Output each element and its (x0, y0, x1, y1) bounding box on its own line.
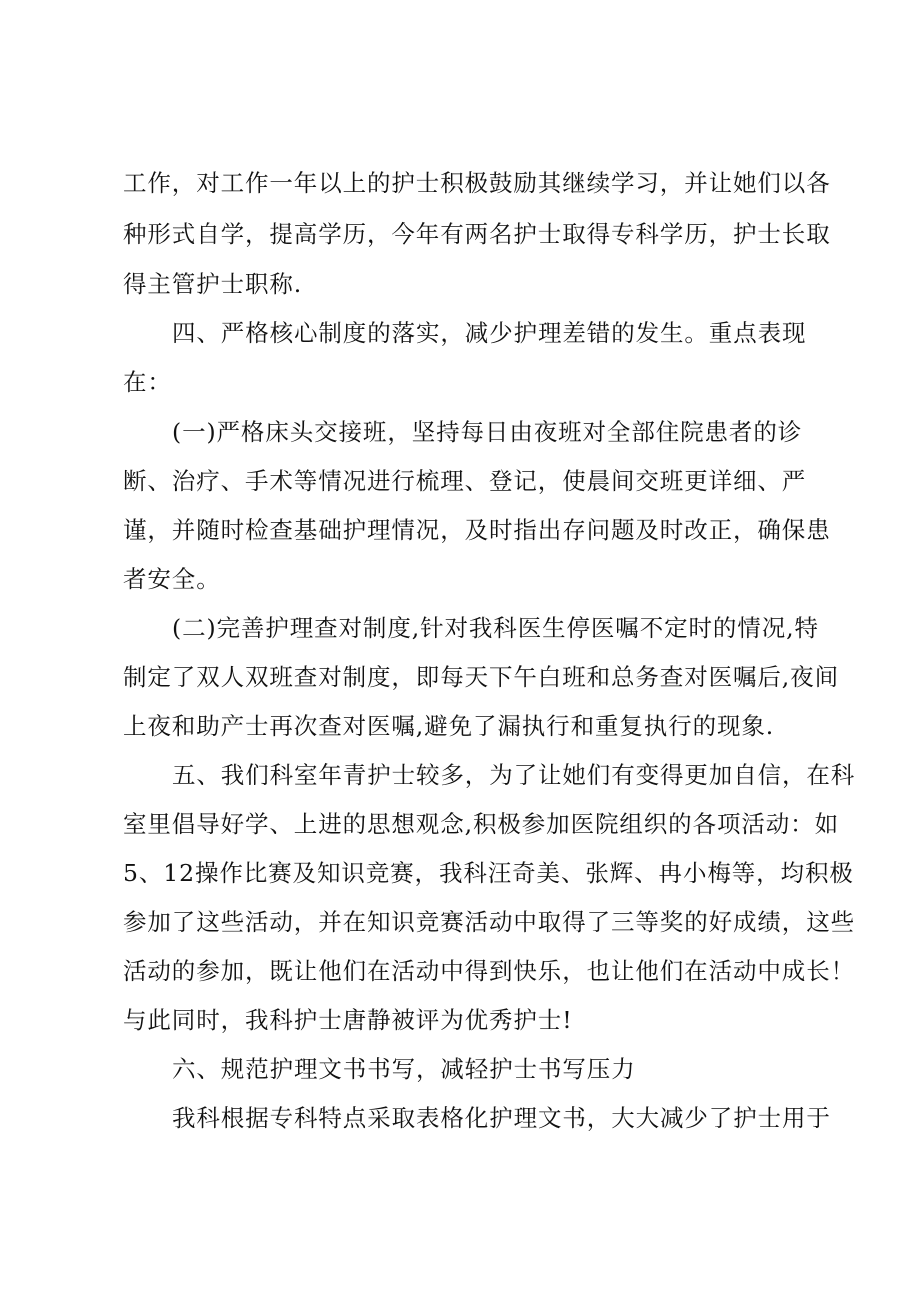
paragraph-line: 得主管护士职称. (123, 270, 303, 298)
paragraph-line: 者安全。 (123, 565, 221, 593)
section-heading-5: 五、我们科室年青护士较多，为了让她们有变得更加自信，在科 (172, 761, 856, 789)
subsection-2-line: (二)完善护理查对制度,针对我科医生停医嘱不定时的情况,特 (172, 614, 819, 642)
subsection-1-line: (一)严格床头交接班，坚持每日由夜班对全部住院患者的诊 (172, 418, 803, 446)
paragraph-line: 工作，对工作一年以上的护士积极鼓励其继续学习，并让她们以各 (123, 169, 831, 197)
paragraph-line: 断、治疗、手术等情况进行梳理、登记，使晨间交班更详细、严 (123, 467, 807, 495)
paragraph-line: 参加了这些活动，并在知识竞赛活动中取得了三等奖的好成绩，这些 (123, 908, 855, 936)
paragraph-line: 与此同时，我科护士唐静被评为优秀护士! (123, 1006, 573, 1034)
paragraph-line: 我科根据专科特点采取表格化护理文书，大大减少了护士用于 (172, 1104, 831, 1132)
section-heading-6: 六、规范护理文书书写，减轻护士书写压力 (172, 1055, 636, 1083)
paragraph-line: 5、12操作比赛及知识竞赛，我科汪奇美、张辉、冉小梅等，均积极 (123, 859, 854, 887)
paragraph-line: 制定了双人双班查对制度，即每天下午白班和总务查对医嘱后,夜间 (123, 663, 839, 691)
paragraph-line: 在： (123, 368, 172, 396)
paragraph-line: 活动的参加，既让他们在活动中得到快乐，也让他们在活动中成长！ (123, 957, 855, 985)
paragraph-line: 室里倡导好学、上进的思想观念,积极参加医院组织的各项活动：如 (123, 810, 839, 838)
paragraph-line: 种形式自学，提高学历，今年有两名护士取得专科学历，护士长取 (123, 220, 831, 248)
section-heading-4: 四、严格核心制度的落实，减少护理差错的发生。重点表现 (172, 319, 807, 347)
paragraph-line: 谨，并随时检查基础护理情况，及时指出存问题及时改正，确保患 (123, 516, 831, 544)
paragraph-line: 上夜和助产士再次查对医嘱,避免了漏执行和重复执行的现象. (123, 712, 775, 740)
